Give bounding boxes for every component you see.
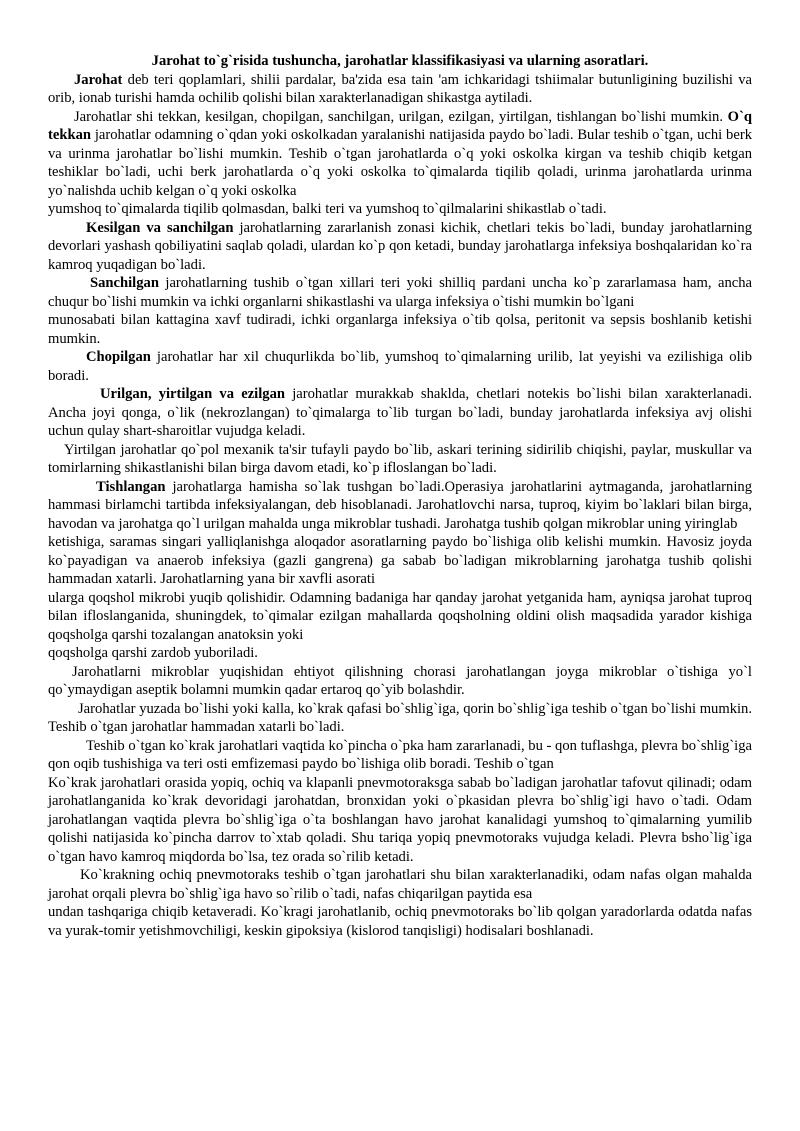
term-jarohat: Jarohat [74, 71, 123, 88]
paragraph-text: jarohatlar odamning o`qdan yoki oskolkadan yaralanishi natijasida paydo bo`ladi. Bular teshib o`tgan, uchi berk va urinma jarohatlar bo`lishi mumkin. Teshib o`tgan jarohatlarda o`q yoki oskolka kirgan va teshib chiqib ketgan teshiklar bo`ladi, uchi berk jarohatlarda o`q yoki oskolka to`qimalarda tiqilib qoladi, urinma jarohatlarda urinma yo`nalishda uchib kelgan o`q yoki oskolka [48, 127, 752, 199]
paragraph-text: Ko`krakning ochiq pnevmotoraks teshib o`tgan jarohatlari shu bilan xarakterlanadiki, odam nafas olgan mahalda jarohat orqali plevra bo`shlig`iga havo so`rilib o`tadi, nafas chiqarilgan paytida esa [48, 867, 752, 902]
paragraph-text: jarohatlar murakkab shaklda, chetlari notekis bo`lishi bilan xarakterlanadi. Ancha joyi qonga, o`lik (nekrozlangan) to`qimalarga to`lib turgan bo`ladi, bunday jarohatlarda infeksiya avj olishi uchun qulay shart-sharoitlar vujudga keladi. [48, 386, 753, 439]
paragraph-text: jarohatlarning zararlanish zonasi kichik, chetlari tekis bo`ladi, bunday jarohatlarning devorlari yashash qobiliyatini saqlab qoladi, ulardan ko`p qon ketadi, bunday jarohatlarga infeksiya boshqalaridan ko`ra kamroq yuqadigan bo`ladi. [48, 219, 752, 273]
paragraph-types-cont: yumshoq to`qimalarda tiqilib qolmasdan, balki teri va yumshoq to`qilmalarini shikastlab o`tadi. [48, 201, 607, 217]
paragraph-aseptik [48, 663, 752, 700]
paragraph-chopilgan [48, 348, 752, 385]
paragraph-urilgan [48, 385, 752, 441]
paragraph-pnevmotoraks-cont: undan tashqariga chiqib ketaveradi. Ko`kragi jarohatlanib, ochiq pnevmotoraks bo`lib qolgan yaradorlarda odatda nafas va yurak-tomir yetishmovchiligi, keskin gipoksiya (kislorod tanqisligi) hodisalari boshlanadi. [48, 904, 752, 939]
term-urilgan: Urilgan, yirtilgan va ezilgan [100, 386, 286, 402]
term-tishlangan: Tishlangan [96, 478, 166, 495]
paragraph-tishlangan-cont: ketishiga, saramas singari yalliqlanishga aloqador asoratlarning paydo bo`lishiga olib kelishi mumkin. Havosiz joyda ko`payadigan va anaerob infeksiya (gazli gangrena) ga sabab bo`ladigan mikroblarning jarohatga tushib qolishi hammadan xatarli. Jarohatlarning yana bir xavfli asorati [48, 534, 752, 587]
paragraph-jarohat [48, 71, 752, 108]
term-sanchilgan: Sanchilgan [90, 275, 159, 291]
paragraph-text: jarohatlar har xil chuqurlikda bo`lib, yumshoq to`qimalarning urilib, lat yeyishi va ezilishiga olib boradi. [48, 349, 752, 384]
paragraph-text: Jarohatlarni mikroblar yuqishidan ehtiyot qilishning chorasi jarohatlangan joyga mikroblar o`tishiga yo`l qo`ymaydigan aseptik bolamni mumkin qadar ertaroq qo`yib bolashdir. [48, 663, 752, 698]
paragraph-text: Yirtilgan jarohatlar qo`pol mexanik ta'sir tufayli paydo bo`lib, askari terining sidirilib chiqishi, paylar, muskullar va tomirlarning shikastlanishi bilan birga davom etadi, ko`p ifloslangan bo`ladi. [48, 441, 752, 476]
page-title: Jarohat to`g`risida tushuncha, jarohatlar klassifikasiyasi va ularning asoratlari. [151, 53, 649, 69]
paragraph-tishlangan-cont2: ularga qoqshol mikrobi yuqib qolishidir. Odamning badaniga har qanday jarohat yetganida ham, ayniqsa jarohat tuproq bilan ifloslanganida, shuningdek, to`qimalar ezilgan mahallarda qoqsholning oldini olish maqsadida yarador kishiga qoqsholga qarshi tozalangan anatoksin yoki [48, 589, 752, 643]
paragraph-types [48, 108, 752, 201]
paragraph-sanchilgan [48, 274, 752, 311]
paragraph-kokrak [48, 737, 752, 774]
paragraph-text: deb teri qoplamlari, shilii pardalar, ba'zida esa tain 'am ichkaridagi tshiimalar butunligining buzilishi va orib, ionab turishi hamda ochilib qolishi bilan xarakterlanadigan shikastga aytiladi. [48, 71, 752, 106]
paragraph-text: Jarohatlar shi tekkan, kesilgan, chopilgan, sanchilgan, urilgan, ezilgan, yirtilgan, tishlangan bo`lishi mumkin. [74, 108, 728, 125]
term-oq-tekkan: O`q tekkan [48, 108, 752, 143]
paragraph-tishlangan-cont3: qoqsholga qarshi zardob yuboriladi. [48, 645, 258, 661]
term-chopilgan: Chopilgan [86, 349, 151, 365]
paragraph-tishlangan [48, 478, 752, 534]
paragraph-text: jarohatlarga hamisha so`lak tushgan bo`ladi.Operasiya jarohatlarini aytmaganda, jarohatlarning hammasi birlamchi tartibda infeksiyalangan, deb hisoblanadi. Jarohatlovchi narsa, tuproq, kiyim bo`laklari bilan birga, havodan va jarohatga qo`l urilgan mahalda unga mikroblar tushadi. Jarohatga tushib qolgan mikroblar uning yiringlab [48, 478, 752, 532]
paragraph-kesilgan [48, 219, 752, 275]
paragraph-text: Jarohatlar yuzada bo`lishi yoki kalla, ko`krak qafasi bo`shlig`iga, qorin bo`shlig`iga teshib o`tgan bo`lishi mumkin. Teshib o`tgan jarohatlar hammadan xatarli bo`ladi. [48, 700, 752, 735]
paragraph-text: Teshib o`tgan ko`krak jarohatlari vaqtida ko`pincha o`pka ham zararlanadi, bu - qon tuflashga, plevra bo`shlig`iga qon oqib tushishiga va teri osti emfizemasi paydo bo`lishiga olib boradi. Teshib o`tgan [48, 737, 753, 772]
term-kesilgan: Kesilgan va sanchilgan [86, 219, 234, 236]
paragraph-yuzada [48, 700, 752, 737]
paragraph-kokrak-cont: Ko`krak jarohatlari orasida yopiq, ochiq va klapanli pnevmotoraksga sabab bo`ladigan jarohatlar tafovut qilinadi; odam jarohatlanganida ko`krak devoridagi jarohatdan, bronxidan yoki o`pkasidan plevra bo`shlig`igi havo o`tadi. Odam jarohatlangan vaqtida plevra bo`shlig`iga o`ta boshlangan havo jarohat kanalidagi yumshoq to`qimalarning yumilib qolishi natijasida ko`pincha darrov to`xtab qoladi. Shu tariqa yopiq pnevmotoraks vujudga keladi. Plevra bsho`lig`iga o`tgan havo kamroq miqdorda bo`lsa, tez orada so`rilib ketadi. [48, 774, 752, 865]
paragraph-text: jarohatlarning tushib o`tgan xillari teri yoki shilliq pardani uncha ko`p zararlamasa ham, ancha chuqur bo`lishi mumkin va ichki organlarni shikastlashi va ularga infeksiya o`tishi mumkin bo`lgani [48, 275, 752, 310]
paragraph-sanchilgan-cont: munosabati bilan kattagina xavf tudiradi, ichki organlarga infeksiya o`tib qolsa, peritonit va sepsis boshlanib ketishi mumkin. [48, 312, 752, 347]
paragraph-pnevmotoraks [48, 866, 752, 903]
paragraph-yirtilgan [48, 441, 752, 478]
